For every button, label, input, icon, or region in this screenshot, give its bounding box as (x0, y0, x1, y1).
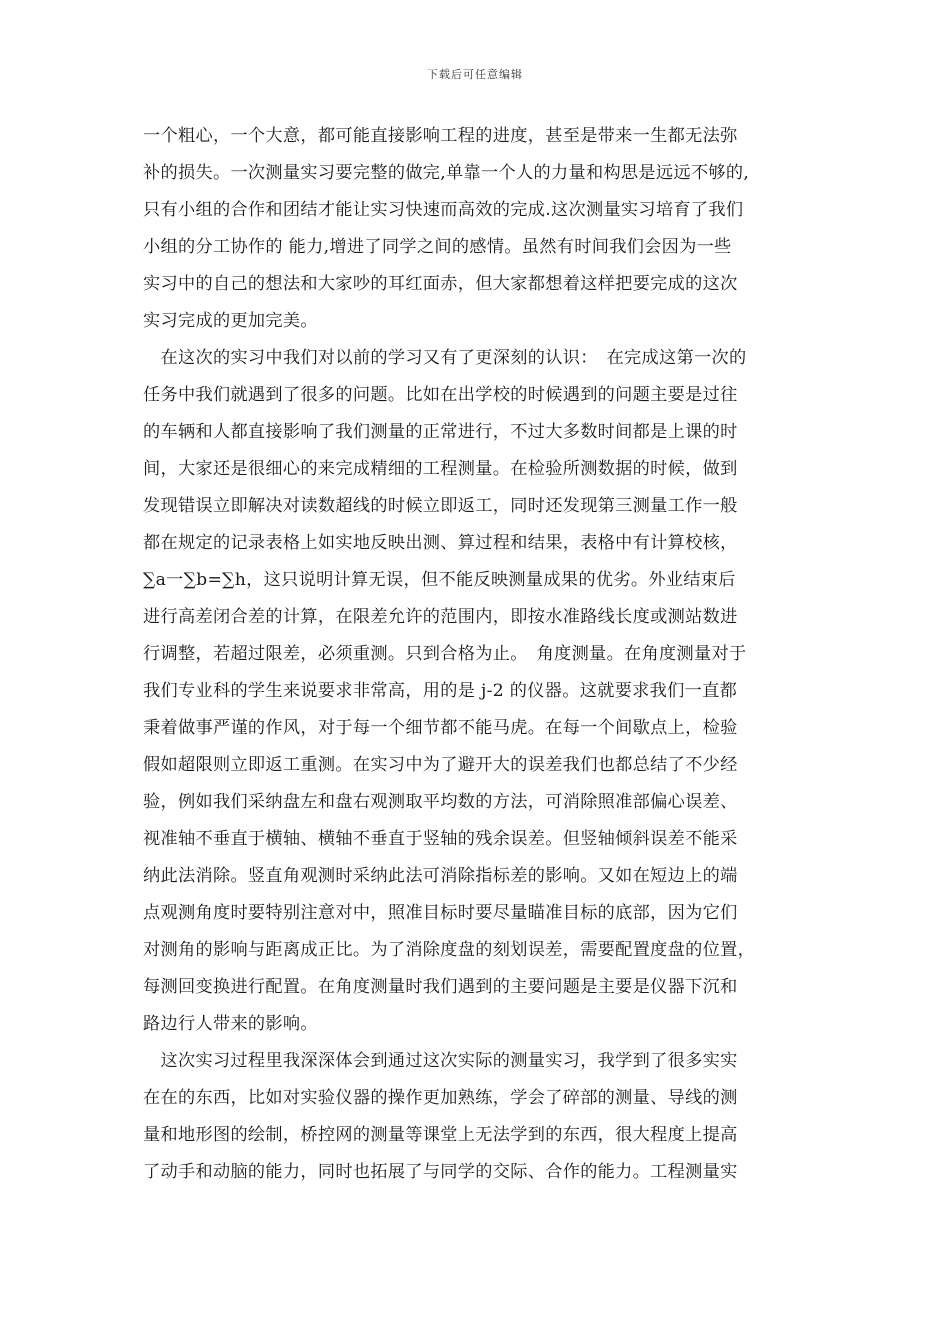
text-line: 只有小组的合作和团结才能让实习快速而高效的完成.这次测量实习培育了我们 (143, 200, 744, 220)
text-line: 的车辆和人都直接影响了我们测量的正常进行，不过大多数时间都是上课的时 (143, 422, 738, 442)
text-line: ∑a一∑b=∑h，这只说明计算无误，但不能反映测量成果的优劣。外业结束后 (143, 570, 736, 590)
text-line: 验，例如我们采纳盘左和盘右观测取平均数的方法，可消除照准部偏心误差、 (143, 792, 738, 812)
text-line: 间，大家还是很细心的来完成精细的工程测量。在检验所测数据的时候，做到 (143, 459, 738, 479)
page-header: 下载后可任意编辑 (427, 68, 523, 81)
text-line: 了动手和动脑的能力，同时也拓展了与同学的交际、合作的能力。工程测量实 (143, 1162, 738, 1182)
text-line: 假如超限则立即返工重测。在实习中为了避开大的误差我们也都总结了不少经 (143, 755, 738, 775)
text-line: 每测回变换进行配置。在角度测量时我们遇到的主要问题是主要是仪器下沉和 (143, 977, 738, 997)
text-line: 小组的分工协作的 能力,增进了同学之间的感情。虽然有时间我们会因为一些 (143, 237, 732, 257)
text-line: 路边行人带来的影响。 (143, 1014, 318, 1034)
text-line: 在在的东西，比如对实验仪器的操作更加熟练，学会了碎部的测量、导线的测 (143, 1088, 738, 1108)
document-body (143, 118, 815, 1191)
text-line: 我们专业科的学生来说要求非常高，用的是 j-2 的仪器。这就要求我们一直都 (143, 681, 738, 701)
text-line: 在这次的实习中我们对以前的学习又有了更深刻的认识： 在完成这第一次的 (143, 348, 747, 368)
text-line: 这次实习过程里我深深体会到通过这次实际的测量实习，我学到了很多实实 (143, 1051, 738, 1071)
text-line: 进行高差闭合差的计算，在限差允许的范围内，即按水准路线长度或测站数进 (143, 607, 738, 627)
text-line: 行调整，若超过限差，必须重测。只到合格为止。 角度测量。在角度测量对于 (143, 644, 747, 664)
text-line: 任务中我们就遇到了很多的问题。比如在出学校的时候遇到的问题主要是过往 (143, 385, 738, 405)
text-line: 实习中的自己的想法和大家吵的耳红面赤，但大家都想着这样把要完成的这次 (143, 274, 738, 294)
text-line: 都在规定的记录表格上如实地反映出测、算过程和结果，表格中有计算校核， (143, 533, 738, 553)
text-line: 实习完成的更加完美。 (143, 311, 318, 331)
text-line: 量和地形图的绘制，桥控网的测量等课堂上无法学到的东西，很大程度上提高 (143, 1125, 738, 1145)
text-line: 发现错误立即解决对读数超线的时候立即返工，同时还发现第三测量工作一般 (143, 496, 738, 516)
text-line: 一个粗心，一个大意，都可能直接影响工程的进度，甚至是带来一生都无法弥 (143, 126, 738, 146)
text-line: 对测角的影响与距离成正比。为了消除度盘的刻划误差，需要配置度盘的位置， (143, 940, 756, 960)
text-line: 视准轴不垂直于横轴、横轴不垂直于竖轴的残余误差。但竖轴倾斜误差不能采 (143, 829, 738, 849)
text-line: 补的损失。一次测量实习要完整的做完,单靠一个人的力量和构思是远远不够的, (143, 163, 750, 183)
text-line: 纳此法消除。竖直角观测时采纳此法可消除指标差的影响。又如在短边上的端 (143, 866, 738, 886)
text-line: 点观测角度时要特别注意对中，照准目标时要尽量瞄准目标的底部，因为它们 (143, 903, 738, 923)
text-line: 秉着做事严谨的作风，对于每一个细节都不能马虎。在每一个间歇点上，检验 (143, 718, 738, 738)
